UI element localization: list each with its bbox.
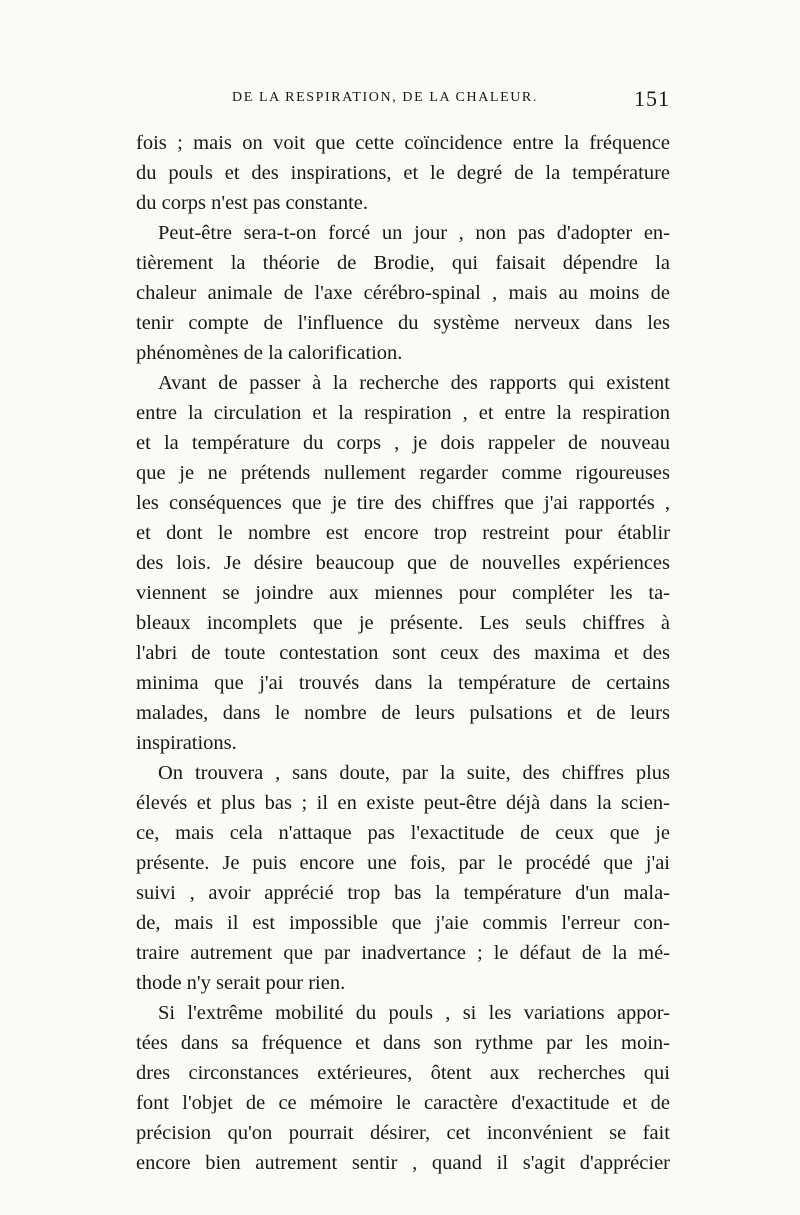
text-line: viennent se joindre aux miennes pour compléter les ta- bbox=[136, 582, 670, 604]
text-line: fois ; mais on voit que cette coïncidence entre la fréquence bbox=[136, 132, 670, 154]
text-line: Si l'extrême mobilité du pouls , si les variations appor- bbox=[158, 1002, 670, 1024]
text-line: Avant de passer à la recherche des rapports qui existent bbox=[158, 372, 670, 394]
text-line: traire autrement que par inadvertance ; le défaut de la mé- bbox=[136, 942, 670, 964]
text-line: élevés et plus bas ; il en existe peut-être déjà dans la scien- bbox=[136, 792, 670, 814]
text-line: que je ne prétends nullement regarder comme rigoureuses bbox=[136, 462, 670, 484]
text-line: dres circonstances extérieures, ôtent aux recherches qui bbox=[136, 1062, 670, 1084]
text-line: phénomènes de la calorification. bbox=[136, 342, 403, 364]
text-line: du pouls et des inspirations, et le degré de la température bbox=[136, 162, 670, 184]
text-line: inspirations. bbox=[136, 732, 237, 754]
text-line: ce, mais cela n'attaque pas l'exactitude de ceux que je bbox=[136, 822, 670, 844]
text-line: tenir compte de l'influence du système nerveux dans les bbox=[136, 312, 670, 334]
text-line: tièrement la théorie de Brodie, qui faisait dépendre la bbox=[136, 252, 670, 274]
text-line: suivi , avoir apprécié trop bas la température d'un mala- bbox=[136, 882, 670, 904]
text-line: l'abri de toute contestation sont ceux des maxima et des bbox=[136, 642, 670, 664]
text-line: et dont le nombre est encore trop restreint pour établir bbox=[136, 522, 670, 544]
page-number: 151 bbox=[634, 86, 670, 111]
text-line: de, mais il est impossible que j'aie commis l'erreur con- bbox=[136, 912, 670, 934]
text-line: thode n'y serait pour rien. bbox=[136, 972, 346, 994]
text-line: malades, dans le nombre de leurs pulsations et de leurs bbox=[136, 702, 670, 724]
running-head bbox=[136, 86, 670, 114]
text-line: des lois. Je désire beaucoup que de nouvelles expériences bbox=[136, 552, 670, 574]
text-line: Peut-être sera-t-on forcé un jour , non pas d'adopter en- bbox=[158, 222, 670, 244]
text-line: minima que j'ai trouvés dans la température de certains bbox=[136, 672, 670, 694]
text-line: On trouvera , sans doute, par la suite, des chiffres plus bbox=[158, 762, 670, 784]
text-line: font l'objet de ce mémoire le caractère d'exactitude et de bbox=[136, 1092, 670, 1114]
text-line: du corps n'est pas constante. bbox=[136, 192, 368, 214]
text-line: entre la circulation et la respiration , et entre la respiration bbox=[136, 402, 670, 424]
text-line: présente. Je puis encore une fois, par le procédé que j'ai bbox=[136, 852, 670, 874]
text-line: chaleur animale de l'axe cérébro-spinal , mais au moins de bbox=[136, 282, 670, 304]
text-line: les conséquences que je tire des chiffres que j'ai rapportés , bbox=[136, 492, 670, 514]
running-title: DE LA RESPIRATION, DE LA CHALEUR. bbox=[232, 90, 538, 105]
text-line: encore bien autrement sentir , quand il s'agit d'apprécier bbox=[136, 1152, 670, 1174]
text-line: précision qu'on pourrait désirer, cet inconvénient se fait bbox=[136, 1122, 670, 1144]
text-line: et la température du corps , je dois rappeler de nouveau bbox=[136, 432, 670, 454]
text-line: tées dans sa fréquence et dans son rythme par les moin- bbox=[136, 1032, 670, 1054]
text-line: bleaux incomplets que je présente. Les seuls chiffres à bbox=[136, 612, 670, 634]
